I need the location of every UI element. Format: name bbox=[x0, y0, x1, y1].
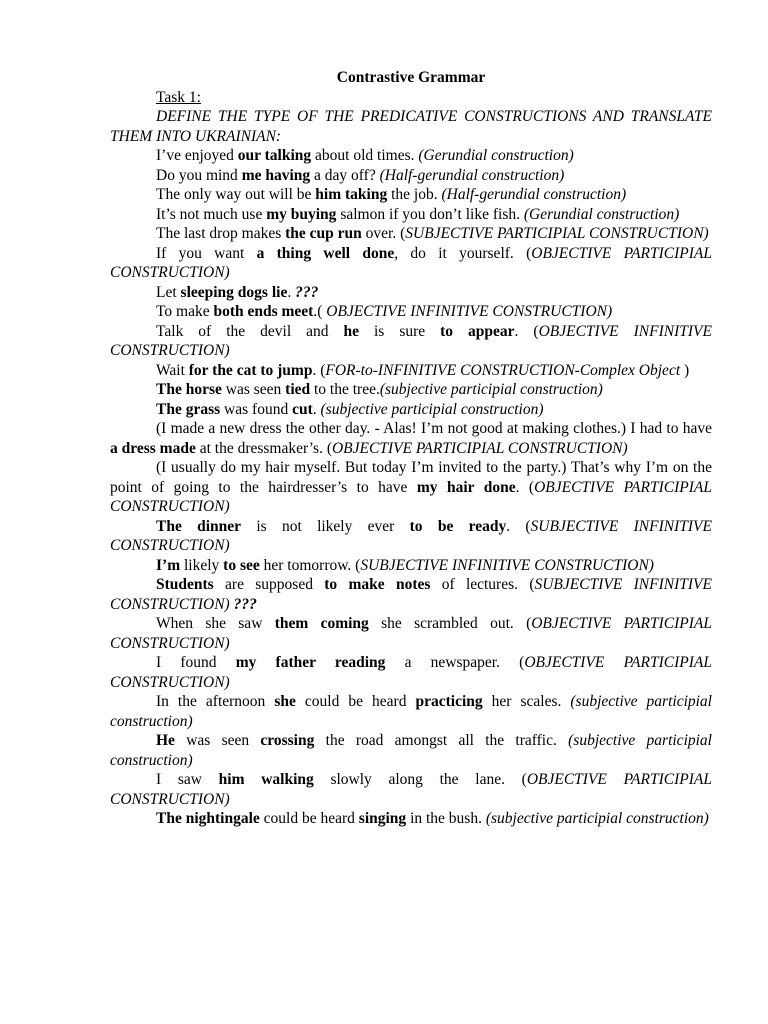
construction-type-label: OBJECTIVE PARTICIPIAL CONSTRUCTION) bbox=[331, 439, 628, 457]
construction-type-label: OBJECTIVE INFINITIVE CONSTRUCTION) bbox=[326, 303, 613, 320]
sentence-text: . ( bbox=[506, 517, 531, 535]
example-sentence bbox=[110, 380, 712, 400]
example-sentence bbox=[110, 419, 712, 458]
sentence-text: I saw bbox=[156, 771, 219, 788]
highlighted-construction: my buying bbox=[266, 205, 337, 223]
highlighted-construction: sleeping dogs lie bbox=[180, 283, 288, 301]
example-sentence bbox=[110, 556, 712, 576]
sentence-text: It’s not much use bbox=[156, 205, 267, 223]
sentence-text: . bbox=[312, 400, 321, 418]
sentence-text: Talk of the devil and bbox=[156, 322, 344, 340]
sentence-text: Do you mind bbox=[156, 166, 242, 184]
highlighted-construction: a thing well done bbox=[256, 244, 395, 262]
construction-type-label: (Gerundial construction) bbox=[523, 205, 680, 223]
highlighted-construction: tied bbox=[285, 381, 311, 398]
highlighted-construction: our talking bbox=[237, 147, 312, 164]
sentence-text: to the tree. bbox=[310, 381, 380, 398]
sentence-text: salmon if you don’t like fish. bbox=[336, 205, 524, 223]
construction-type-label: OBJECTIVE PARTICIPIAL CONSTRUCTION) bbox=[110, 244, 713, 281]
example-sentence bbox=[110, 731, 712, 770]
document-title: Contrastive Grammar bbox=[336, 69, 486, 86]
sentence-text: (I made a new dress the other day. - Alas! I’m not good at making clothes.) I had to have bbox=[156, 420, 712, 437]
example-sentence bbox=[110, 361, 712, 381]
sentence-text: . bbox=[287, 283, 296, 301]
construction-type-label: OBJECTIVE PARTICIPIAL CONSTRUCTION) bbox=[110, 771, 712, 808]
highlighted-construction: ??? bbox=[229, 595, 257, 613]
example-sentence bbox=[110, 614, 712, 653]
sentence-text: . ( bbox=[312, 361, 326, 379]
sentence-text: her scales. bbox=[482, 693, 571, 710]
sentence-text: she scrambled out. ( bbox=[368, 615, 532, 632]
task-instruction: DEFINE THE TYPE OF THE PREDICATIVE CONSTRUCTIONS AND TRANSLATE THEM INTO UKRAINIAN: bbox=[110, 108, 712, 145]
example-sentence bbox=[110, 517, 712, 556]
construction-type-label: OBJECTIVE PARTICIPIAL CONSTRUCTION) bbox=[110, 478, 712, 515]
construction-type-label: OBJECTIVE INFINITIVE CONSTRUCTION) bbox=[110, 322, 712, 359]
sentence-text: Let bbox=[156, 283, 181, 301]
sentence-text: in the bush. bbox=[406, 810, 486, 827]
sentence-text: , do it yourself. ( bbox=[394, 244, 532, 262]
construction-type-label: SUBJECTIVE PARTICIPIAL CONSTRUCTION) bbox=[405, 225, 709, 242]
example-sentence bbox=[110, 770, 712, 809]
example-sentence bbox=[110, 224, 712, 244]
highlighted-construction: them coming bbox=[274, 615, 369, 632]
sentence-text: ) bbox=[680, 361, 690, 379]
highlighted-construction: both ends meet bbox=[213, 303, 314, 320]
sentence-text: If you want bbox=[156, 244, 257, 262]
sentence-text: over. ( bbox=[361, 225, 406, 242]
highlighted-construction: a dress made bbox=[110, 439, 196, 457]
highlighted-construction: he bbox=[343, 322, 359, 340]
example-sentence bbox=[110, 458, 712, 517]
sentence-text: could be heard bbox=[295, 693, 416, 710]
example-sentence bbox=[110, 692, 712, 731]
example-sentence bbox=[110, 653, 712, 692]
highlighted-construction: cut bbox=[292, 400, 313, 418]
highlighted-construction: to appear bbox=[440, 322, 515, 340]
highlighted-construction: crossing bbox=[260, 732, 315, 749]
example-sentence bbox=[110, 205, 712, 225]
sentence-text: of lectures. ( bbox=[430, 576, 535, 593]
highlighted-construction: The dinner bbox=[156, 517, 242, 535]
construction-type-label: (subjective participial construction) bbox=[320, 400, 544, 418]
highlighted-construction: The nightingale bbox=[156, 810, 260, 827]
sentence-text: slowly along the lane. ( bbox=[313, 771, 527, 788]
construction-type-label: (subjective participial construction) bbox=[379, 381, 603, 398]
example-sentence bbox=[110, 146, 712, 166]
sentence-text: I’ve enjoyed bbox=[156, 147, 238, 164]
sentence-text: about old times. bbox=[311, 147, 419, 164]
sentence-text: The only way out will be bbox=[156, 186, 316, 203]
sentence-text: was found bbox=[220, 400, 293, 418]
construction-type-label: (subjective participial construction) bbox=[110, 693, 712, 730]
highlighted-construction: him walking bbox=[218, 771, 314, 788]
example-sentence bbox=[110, 185, 712, 205]
highlighted-construction: The horse bbox=[156, 381, 222, 398]
highlighted-construction: The grass bbox=[156, 400, 221, 418]
example-sentence bbox=[110, 302, 712, 322]
sentence-text: a day off? bbox=[310, 166, 380, 184]
construction-type-label: SUBJECTIVE INFINITIVE CONSTRUCTION) bbox=[110, 576, 712, 613]
sentence-text: her tomorrow. ( bbox=[259, 556, 361, 574]
sentence-text: the job. bbox=[387, 186, 442, 203]
sentence-text: . ( bbox=[515, 478, 535, 496]
sentence-text: is sure bbox=[359, 322, 441, 340]
highlighted-construction: singing bbox=[358, 810, 407, 827]
highlighted-construction: him taking bbox=[315, 186, 388, 203]
construction-type-label: OBJECTIVE PARTICIPIAL CONSTRUCTION) bbox=[110, 615, 713, 652]
highlighted-construction: to see bbox=[223, 556, 260, 574]
highlighted-construction: practicing bbox=[415, 693, 483, 710]
example-sentence bbox=[110, 283, 712, 303]
construction-type-label: SUBJECTIVE INFINITIVE CONSTRUCTION) bbox=[110, 517, 712, 554]
highlighted-construction: she bbox=[274, 693, 296, 710]
highlighted-construction: my hair done bbox=[416, 478, 516, 496]
construction-type-label: FOR-to-INFINITIVE CONSTRUCTION-Complex Object bbox=[325, 361, 681, 379]
task-label: Task 1: bbox=[156, 88, 201, 106]
highlighted-construction: the cup run bbox=[285, 225, 362, 242]
highlighted-construction: I’m bbox=[156, 556, 181, 574]
sentence-text: (I usually do my hair myself. But today I’m invited to the party.) That’s why I’m on the point of going to the hairdresser’s to have bbox=[110, 459, 712, 496]
example-sentence bbox=[110, 400, 712, 420]
sentence-text: .( bbox=[313, 303, 327, 320]
construction-type-label: (Half-gerundial construction) bbox=[441, 186, 627, 203]
sentence-text: at the dressmaker’s. ( bbox=[195, 439, 332, 457]
sentence-text: a newspaper. ( bbox=[385, 654, 525, 671]
sentence-text: I found bbox=[156, 654, 236, 671]
example-sentence bbox=[110, 166, 712, 186]
highlighted-construction: to be ready bbox=[409, 517, 507, 535]
highlighted-construction: He bbox=[156, 732, 175, 749]
construction-type-label: OBJECTIVE PARTICIPIAL CONSTRUCTION) bbox=[110, 654, 712, 691]
sentence-text: To make bbox=[156, 303, 214, 320]
sentence-text: is not likely ever bbox=[241, 517, 410, 535]
example-sentence bbox=[110, 575, 712, 614]
example-sentence bbox=[110, 809, 712, 829]
example-sentence bbox=[110, 322, 712, 361]
sentence-text: could be heard bbox=[259, 810, 359, 827]
sentence-text: Wait bbox=[156, 361, 189, 379]
sentence-text: the road amongst all the traffic. bbox=[314, 732, 569, 749]
sentence-text: likely bbox=[180, 556, 224, 574]
sentence-text: When she saw bbox=[156, 615, 275, 632]
highlighted-construction: Students bbox=[156, 576, 214, 593]
highlighted-construction: for the cat to jump bbox=[188, 361, 313, 379]
sentence-text: The last drop makes bbox=[156, 225, 286, 242]
highlighted-construction: my father reading bbox=[235, 654, 386, 671]
sentence-list bbox=[110, 146, 712, 829]
construction-type-label: (subjective participial construction) bbox=[485, 810, 709, 827]
sentence-text: . ( bbox=[514, 322, 539, 340]
sentence-text: was seen bbox=[174, 732, 261, 749]
construction-type-label: (Half-gerundial construction) bbox=[379, 166, 565, 184]
sentence-text: was seen bbox=[221, 381, 286, 398]
construction-type-label: (Gerundial construction) bbox=[418, 147, 574, 164]
construction-type-label: (subjective participial construction) bbox=[110, 732, 712, 769]
highlighted-construction: me having bbox=[241, 166, 311, 184]
example-sentence bbox=[110, 244, 712, 283]
sentence-text: In the afternoon bbox=[156, 693, 275, 710]
highlighted-construction: ??? bbox=[295, 283, 319, 301]
construction-type-label: SUBJECTIVE INFINITIVE CONSTRUCTION) bbox=[360, 556, 654, 574]
highlighted-construction: to make notes bbox=[324, 576, 431, 593]
sentence-text: are supposed bbox=[213, 576, 325, 593]
